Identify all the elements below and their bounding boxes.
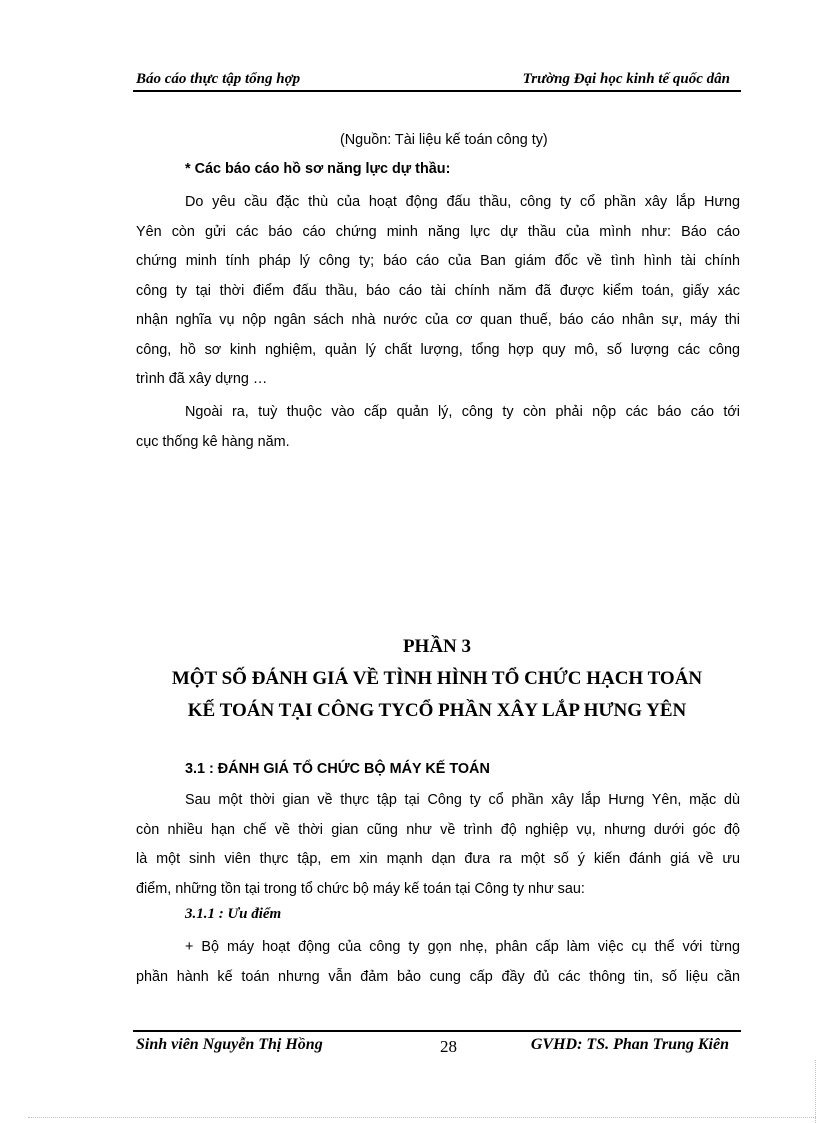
paragraph-line: là một sinh viên thực tập, em xin mạnh dạn đưa ra một số ý kiến đánh giá về ưu [136, 851, 740, 867]
paragraph-line: Yên còn gửi các báo cáo chứng minh năng lực dự thầu của mình như: Báo cáo [136, 223, 740, 240]
paragraph-line: Sau một thời gian về thực tập tại Công ty cổ phần xây lắp Hưng Yên, mặc dù [185, 792, 740, 808]
footer-student: Sinh viên Nguyễn Thị Hồng [136, 1036, 323, 1053]
paragraph-evaluation-intro [136, 786, 740, 904]
paragraph-line: phần hành kế toán nhưng vẫn đảm bảo cung cấp đầy đủ các thông tin, số liệu cần [136, 968, 740, 985]
paragraph-statistics [136, 398, 740, 457]
header-university: Trường Đại học kinh tế quốc dân [522, 71, 730, 87]
footer-supervisor: GVHD: TS. Phan Trung Kiên [530, 1036, 729, 1053]
paragraph-advantages [136, 933, 740, 992]
part-title-line-1: MỘT SỐ ĐÁNH GIÁ VỀ TÌNH HÌNH TỔ CHỨC HẠCH TOÁN [171, 668, 703, 689]
bid-reports-heading: * Các báo cáo hồ sơ năng lực dự thầu: [185, 161, 451, 177]
paragraph-line: cục thống kê hàng năm. [136, 433, 290, 450]
paragraph-bid-reports [136, 188, 740, 395]
paragraph-line: chứng minh tính pháp lý công ty; báo cáo của Ban giám đốc về tình hình tài chính [136, 253, 740, 269]
paragraph-line: Ngoài ra, tuỳ thuộc vào cấp quản lý, công ty còn phải nộp các báo cáo tới [185, 404, 740, 420]
header-report-title: Báo cáo thực tập tổng hợp [136, 71, 301, 87]
paragraph-line: công, hồ sơ kinh nghiệm, quản lý chất lượng, tổng hợp quy mô, số lượng các công [136, 341, 740, 358]
paragraph-line: còn nhiều hạn chế về thời gian cũng như về trình độ nghiệp vụ, nhưng dưới góc độ [136, 821, 740, 838]
header-divider [133, 90, 741, 92]
paragraph-line: nhận nghĩa vụ nộp ngân sách nhà nước của cơ quan thuế, báo cáo nhân sự, máy thi [136, 312, 740, 328]
paragraph-line: + Bộ máy hoạt động của công ty gọn nhẹ, phân cấp làm việc cụ thể với từng [185, 939, 740, 955]
part-number: PHẦN 3 [402, 636, 472, 657]
paragraph-line: trình đã xây dựng … [136, 371, 268, 387]
page-edge-dotted-line [28, 1117, 816, 1118]
footer-divider [133, 1030, 741, 1032]
page-number: 28 [440, 1037, 457, 1056]
source-note: (Nguồn: Tài liệu kế toán công ty) [340, 132, 548, 148]
section-3-1-1-heading: 3.1.1 : Ưu điểm [185, 906, 282, 922]
paragraph-line: điểm, những tồn tại trong tổ chức bộ máy kế toán tại Công ty như sau: [136, 880, 585, 897]
paragraph-line: công ty tại thời điểm đấu thầu, báo cáo tài chính năm đã được kiểm toán, giấy xác [136, 282, 740, 299]
section-3-1-heading: 3.1 : ĐÁNH GIÁ TỔ CHỨC BỘ MÁY KẾ TOÁN [185, 761, 490, 777]
paragraph-line: Do yêu cầu đặc thù của hoạt động đấu thầu, công ty cổ phần xây lắp Hưng [185, 194, 740, 210]
part-title-line-2: KẾ TOÁN TẠI CÔNG TYCỔ PHẦN XÂY LẮP HƯNG YÊN [187, 700, 687, 721]
